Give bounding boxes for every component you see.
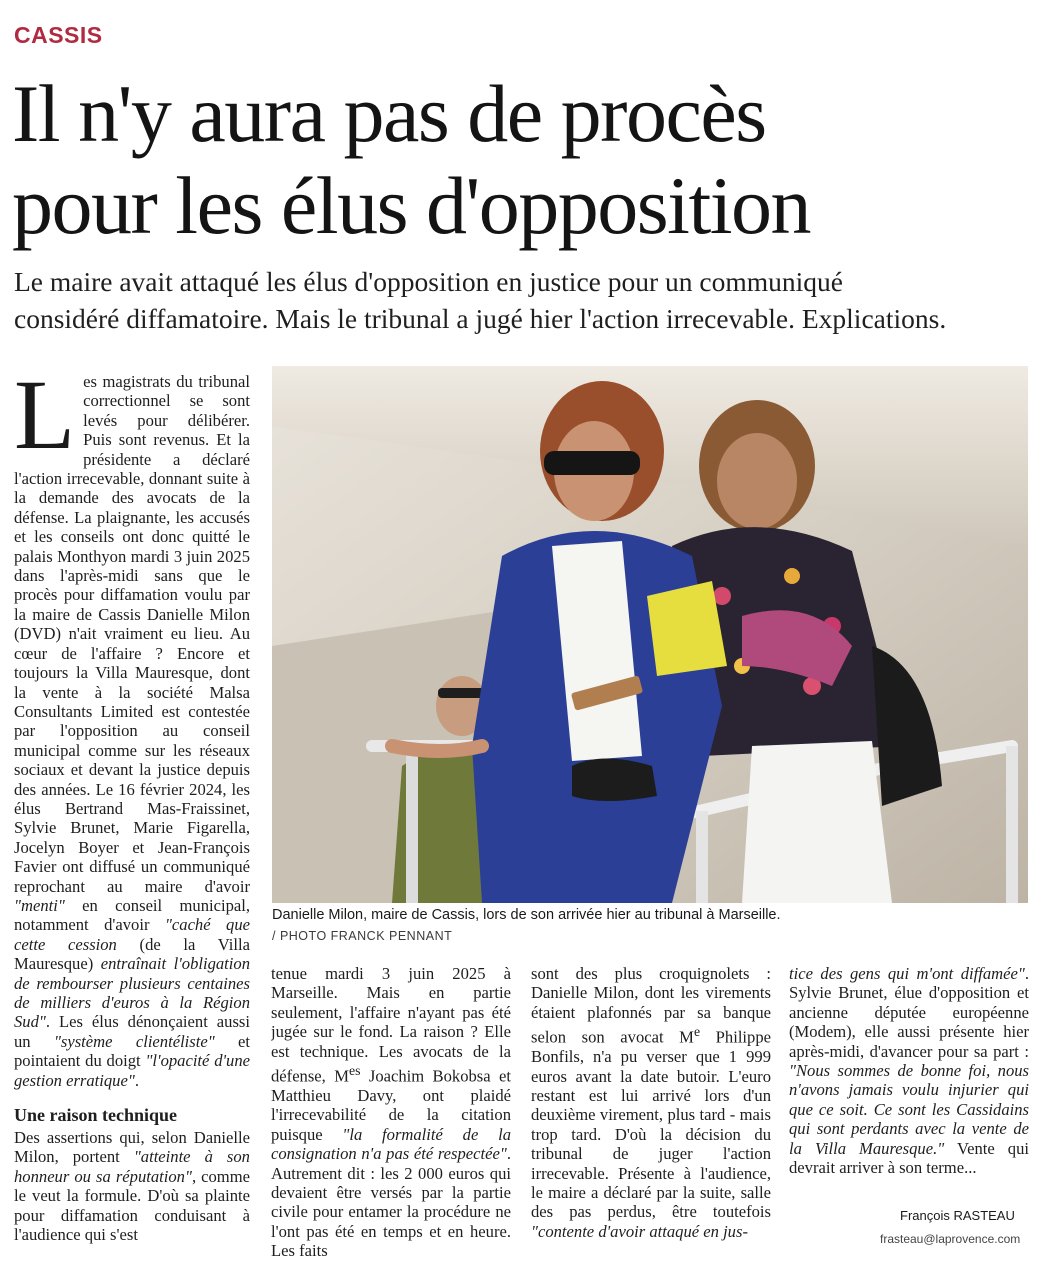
byline-author: François RASTEAU (900, 1208, 1015, 1223)
standfirst (14, 263, 1039, 337)
standfirst-line-1: Le maire avait attaqué les élus d'opposition en justice pour un communiqué (14, 266, 843, 297)
headline (12, 68, 1042, 252)
standfirst-line-2: considéré diffamatoire. Mais le tribunal a jugé hier l'action irrecevable. Explications. (14, 303, 947, 334)
article-column-4 (789, 964, 1029, 1204)
photo-caption: Danielle Milon, maire de Cassis, lors de son arrivée hier au tribunal à Marseille. (272, 907, 781, 923)
section-rubric: CASSIS (14, 22, 103, 48)
paragraph-col3: sont des plus croquignolets : Danielle Milon, dont les virements étaient plafonnés par sa banque selon son avocat Me Philippe Bonfils, n'a pu verser que 1 999 euros avant la date butoir. L'euro restant est lui arrivé lors d'un deuxième virement, plus tard - mais trop tard. D'où la décision du tribunal de juger l'action irrecevable. Présente à l'audience, le maire a déclaré par la suite, salle des pas perdus, être toutefois "contente d'avoir attaqué en jus- (531, 964, 771, 1241)
paragraph-second: Des assertions qui, selon Danielle Milon, portent "atteinte à son honneur ou sa réputation", comme le veut la formule. D'où sa plainte pour diffamation conduisant à l'audience qui s'est (14, 1128, 250, 1245)
paragraph-intro: Les magistrats du tribunal correctionnel se sont levés pour délibérer. Puis sont revenus. Et la présidente a déclaré l'action irrecevable, donnant suite à la demande des avocats de la défense. La plaignante, les accusés et les conseils ont donc quitté le palais Monthyon mardi 3 juin 2025 dans l'après-midi sans que le procès pour diffamation voulu par la maire de Cassis Danielle Milon (DVD) n'ait vraiment eu lieu. Au cœur de l'affaire ? Encore et toujours la Villa Mauresque, dont la vente à la société Malsa Consultants Limited est contestée par l'opposition au conseil municipal comme sur les réseaux sociaux et devant la justice depuis des années. Le 16 février 2024, les élus Bertrand Mas-Fraissinet, Sylvie Brunet, Marie Figarella, Jocelyn Boyer et Jean-François Favier ont diffusé un communiqué reprochant au maire d'avoir "menti" en conseil municipal, notamment d'avoir "caché que cette cession (de la Villa Mauresque) entraînait l'obligation de rembourser plusieurs centaines de milliers d'euros à la Région Sud". Les élus dénonçaient aussi un "système clientéliste" et pointaient du doigt "l'opacité d'une gestion erratique". (14, 372, 250, 1090)
article-column-3 (531, 964, 771, 1264)
article-column-1 (14, 372, 250, 1271)
photo-credit: / PHOTO FRANCK PENNANT (272, 929, 453, 943)
article-column-2 (271, 964, 511, 1264)
headline-line-1: Il n'y aura pas de procès (12, 68, 766, 159)
paragraph-col4: tice des gens qui m'ont diffamée". Sylvie Brunet, élue d'opposition et ancienne députée européenne (Modem), elle aussi présente hier après-midi, d'avancer pour sa part : "Nous sommes de bonne foi, nous n'avons jamais voulu injurier qui que ce soit. Ce sont les Cassidains qui sont perdants avec la vente de la Villa Mauresque." Vente qui devrait arriver à son terme... (789, 964, 1029, 1178)
drop-cap: L (14, 372, 76, 470)
paragraph-col2: tenue mardi 3 juin 2025 à Marseille. Mais en partie seulement, l'affaire n'ayant pas été jugée sur le fond. La raison ? Elle est technique. Les avocats de la défense, $M^{es}$ Joachim Bokobsa et Matthieu Davy, ont plaidé l'irrecevabilité de la citation puisque "la formalité de la consignation n'a pas été respectée". Autrement dit : les 2 000 euros qui devaient être versés par la partie civile pour entamer la procédure ne l'ont pas été en temps et en heure. Les faits (271, 964, 511, 1261)
article-photo (272, 366, 1028, 903)
subheading: Une raison technique (14, 1105, 178, 1126)
byline-email[interactable]: frasteau@laprovence.com (880, 1232, 1021, 1246)
headline-line-2: pour les élus d'opposition (12, 160, 811, 251)
photo-illustration (272, 366, 1028, 903)
